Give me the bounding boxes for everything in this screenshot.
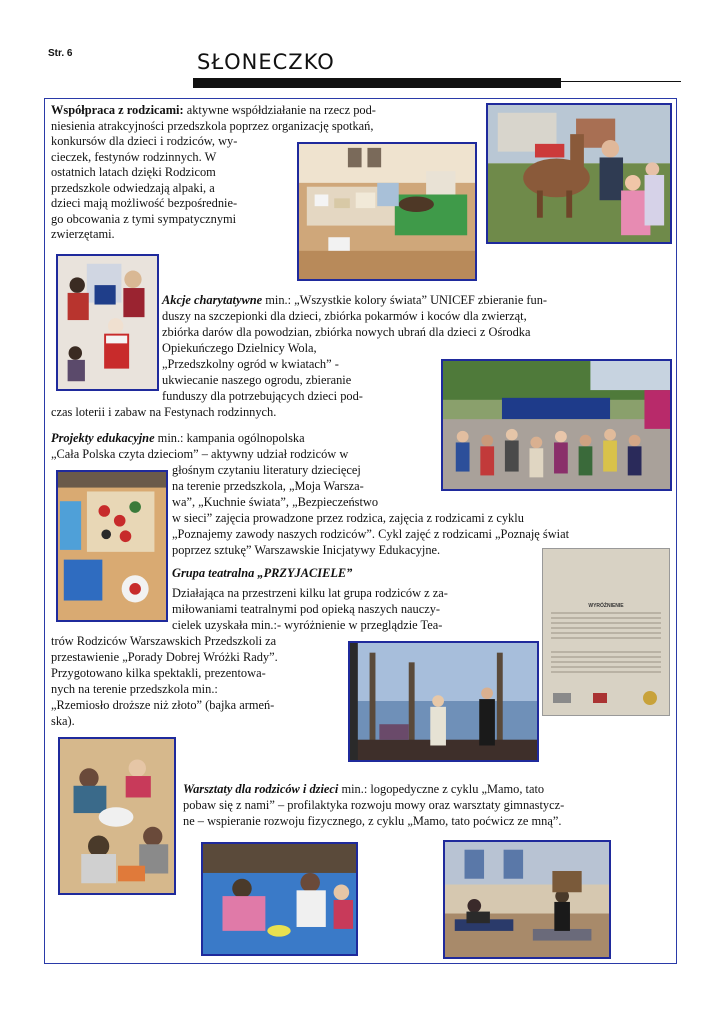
text-line: konkursów dla dzieci i rodziców, wy- (51, 134, 238, 148)
text-line: go obcowania z tymi sympatycznymi (51, 211, 237, 226)
text-line: pobaw się z nami” – profilaktyka rozwoju mowy oraz warsztaty gimnastycz- (183, 798, 565, 812)
newsletter-title: SŁONECZKO (197, 50, 335, 74)
workshops-line-1 (183, 782, 544, 798)
text-line: aktywne współdziałanie na rzecz pod- (183, 103, 376, 117)
workshops-heading: Warsztaty dla rodziców i dzieci (183, 782, 339, 796)
text-line: funduszy dla potrzebujących dzieci pod- (162, 389, 363, 403)
alpaca-photo (486, 103, 672, 244)
craft-table-photo (201, 842, 358, 956)
gym-photo (443, 840, 611, 959)
food-tray-photo (56, 470, 168, 622)
charity-heading: Akcje charytatywne (162, 293, 263, 307)
text-line: zwierzętami. (51, 227, 115, 241)
text-line: dzieci mają możliwość bezpośrednie- (51, 196, 238, 210)
text-line: Przygotowano kilka spektakli, prezentowa- (51, 666, 266, 680)
text-line: wa”, „Kuchnie świata”, „Bezpieczeństwo (172, 495, 379, 509)
cooperation-line-1 (51, 103, 483, 119)
text-line: „Poznajemy zawody naszych rodziców”. Cykl zajęć z rodzicami „Poznaję świat (172, 527, 570, 541)
dolls-photo (56, 254, 159, 391)
text-line: na terenie przedszkola, „Moja Warsza- (172, 479, 364, 493)
text-line: min.: kampania ogólnopolska (154, 431, 305, 445)
theatre-stage-photo (348, 641, 539, 762)
text-line: min.: logopedyczne z cyklu „Mamo, tato (338, 782, 545, 796)
theatre-heading-text: Grupa teatralna „PRZYJACIELE” (172, 566, 353, 580)
charity-line-1 (162, 293, 547, 309)
cooperation-heading: Współpraca z rodzicami: (51, 103, 184, 117)
text-line: cielek uzyskała min.:- wyróżnienie w przeglądzie Tea- (172, 618, 443, 632)
title-underline-bar (193, 78, 561, 88)
fair-table-photo (297, 142, 477, 281)
text-line: ostatnich latach dzięki Rodzicom (51, 165, 216, 179)
text-line: „Rzemiosło droższe niż złoto” (bajka armeń- (51, 698, 275, 712)
text-line: min.: „Wszystkie kolory świata” UNICEF zbieranie fun- (262, 293, 548, 307)
text-line: czas loterii i zabaw na Festynach rodzinnych. (51, 405, 277, 419)
text-line: „Cała Polska czyta dzieciom” – aktywny udział rodziców w (51, 447, 349, 461)
text-line: ska). (51, 714, 75, 728)
festival-photo (441, 359, 672, 491)
text-line: niesienia atrakcyjności przedszkola poprzez organizację spotkań, (51, 118, 374, 133)
text-line: cieczek, festynów rodzinnych. W (51, 149, 217, 164)
text-line: ukwiecanie naszego ogrodu, zbieranie (162, 373, 352, 387)
projects-line-1 (51, 431, 305, 447)
text-line: „Przedszkolny ogród w kwiatach” - (162, 357, 339, 371)
theatre-heading (172, 566, 352, 582)
text-line: ne – wspieranie rozwoju fizycznego, z cyklu „Mamo, tato poćwicz ze mną”. (183, 814, 562, 828)
text-line: nych na terenie przedszkola min.: (51, 682, 218, 696)
title-underline-thin (561, 81, 681, 82)
text-line: przestawienie „Porady Dobrej Wróżki Rady”. (51, 650, 278, 664)
text-line: miłowaniami teatralnymi pod opieką naszych nauczy- (172, 602, 441, 616)
text-line: głośnym czytaniu literatury dziecięcej (172, 463, 361, 477)
text-line: w sieci” zajęcia prowadzone przez rodzica, zajęcia z rodzicami z cyklu (172, 511, 524, 525)
certificate-image (542, 548, 670, 716)
text-line: Opiekuńczego Dzielnicy Wola, (162, 341, 317, 355)
text-line: przedszkole odwiedzają alpaki, a (51, 180, 215, 195)
text-line: zbiórka darów dla powodzian, zbiórka nowych ubrań dla dzieci z Ośrodka (162, 325, 531, 339)
kids-floor-photo (58, 737, 176, 895)
text-line: poprzez sztukę” Warszawskie Inicjatywy Edukacyjne. (172, 543, 441, 557)
certificate-title: WYRÓŻNIENIE (588, 603, 624, 609)
text-line: trów Rodziców Warszawskich Przedszkoli za (51, 634, 277, 648)
text-line: Działająca na przestrzeni kilku lat grupa rodziców z za- (172, 586, 448, 600)
text-line: duszy na szczepionki dla dzieci, zbiórka pokarmów i koców dla zwierząt, (162, 309, 527, 323)
page-number: Str. 6 (48, 48, 73, 59)
projects-heading: Projekty edukacyjne (51, 431, 155, 445)
